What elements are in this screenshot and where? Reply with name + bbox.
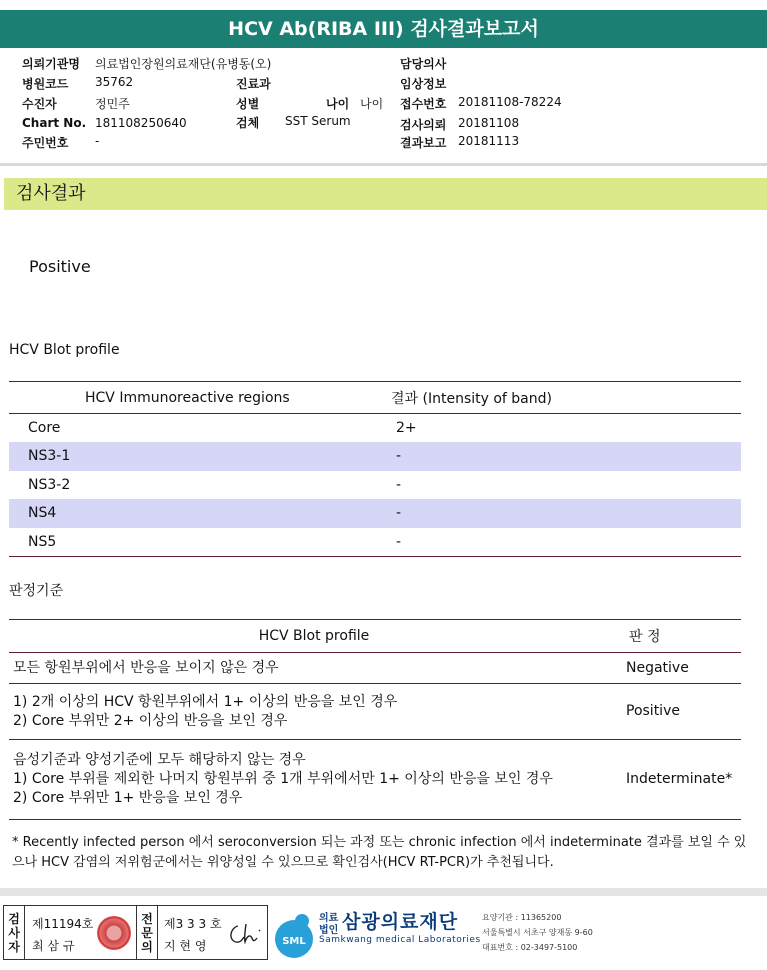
- table-row: [9, 414, 741, 443]
- hospital-code-value: 35762: [95, 75, 134, 89]
- divider: [0, 888, 767, 896]
- criteria-title: 판정기준: [9, 583, 64, 599]
- receipt-no-label: 접수번호: [400, 97, 447, 111]
- patient-label: 수진자: [22, 97, 57, 111]
- specialist-license-no: 제3 3 3 호: [164, 917, 222, 931]
- official-seal: [97, 916, 131, 950]
- institution-label: 의뢰기관명: [22, 57, 80, 71]
- logo-corp-label: 의료 법인: [319, 913, 339, 936]
- report-title: HCV Ab(RIBA III) 검사결과보고서: [0, 10, 767, 48]
- result-cell: 2+: [396, 420, 417, 436]
- table-row: [9, 471, 741, 500]
- resident-no-label: 주민번호: [22, 136, 69, 150]
- footnote: * Recently infected person 에서 seroconversion 되는 과정 또는 chronic infection 에서 indeterminate 결과를 보일 수 있으나 HCV 감염의 저위험군에서는 위양성일 수 있으므로 확인검사(HCV RT-PCR)가 추천됩니다.: [12, 835, 747, 870]
- svg-text:SML: SML: [282, 936, 306, 947]
- company-contact: [482, 910, 593, 955]
- criteria-table: [9, 619, 741, 820]
- sex-label: 성별: [236, 97, 260, 111]
- blot-profile-title: HCV Blot profile: [9, 342, 120, 358]
- criteria-line: 2) Core 부위만 2+ 이상의 반응을 보인 경우: [13, 712, 288, 729]
- age-label: 나이: [326, 97, 350, 111]
- criteria-line: 1) Core 부위를 제외한 나머지 항원부위 중 1개 부위에서만 1+ 이상의 반응을 보인 경우: [13, 771, 553, 787]
- criteria-line: 음성기준과 양성기준에 모두 해당하지 않는 경우: [13, 752, 306, 768]
- doctor-label: 담당의사: [400, 57, 447, 71]
- chart-no-label: Chart No.: [22, 116, 87, 130]
- request-date-value: 20181108: [458, 116, 520, 130]
- criteria-cell: [9, 684, 619, 740]
- result-cell: -: [391, 499, 741, 528]
- column-header: 결과 (Intensity of band): [391, 382, 741, 414]
- specialist-name: 지 현 영: [164, 939, 207, 953]
- criteria-line: 모든 항원부위에서 반응을 보이지 않은 경우: [13, 659, 279, 676]
- company-phone: 대표번호 : 02-3497-5100: [482, 943, 578, 952]
- signature-box: [3, 905, 268, 960]
- table-row: [9, 442, 741, 471]
- company-english-name: Samkwang medical Laboratories: [319, 935, 481, 945]
- result-cell: -: [391, 442, 741, 471]
- receipt-no-value: 20181108-78224: [458, 95, 562, 109]
- specimen-value: SST Serum: [285, 114, 351, 128]
- criteria-line: 1) 2개 이상의 HCV 항원부위에서 1+ 이상의 반응을 보인 경우: [13, 693, 398, 710]
- judgement-cell: Indeterminate*: [619, 740, 741, 820]
- criteria-cell: [9, 740, 619, 820]
- company-name: 삼광의료재단: [342, 911, 459, 933]
- chart-no-value: 181108250640: [95, 116, 187, 130]
- table-row: [9, 684, 741, 740]
- resident-no-value: -: [95, 134, 100, 148]
- judgement-cell: Positive: [619, 684, 741, 740]
- section-title: 검사결과: [4, 178, 767, 210]
- table-header-row: [9, 620, 741, 653]
- column-header: HCV Blot profile: [9, 620, 619, 653]
- tester-name: 최 삼 규: [32, 939, 75, 953]
- table-row: [9, 499, 741, 528]
- patient-info: [0, 55, 767, 163]
- region-cell: NS5: [9, 528, 391, 557]
- table-row: [9, 740, 741, 820]
- region-cell: Core: [28, 420, 61, 436]
- table-row: [9, 528, 741, 557]
- region-cell: NS3-1: [9, 442, 391, 471]
- divider: [0, 163, 767, 166]
- age-value: 나이: [360, 97, 384, 111]
- specialist-label: 전 문 의: [141, 911, 153, 954]
- hospital-code-label: 병원코드: [22, 77, 69, 91]
- result-cell: -: [396, 476, 402, 493]
- company-address: 서울특별시 서초구 양재동 9-60: [482, 928, 593, 937]
- criteria-line: 2) Core 부위만 1+ 반응을 보인 경우: [13, 790, 243, 806]
- column-header: 판 정: [619, 620, 741, 653]
- sml-logo-icon: [272, 909, 316, 959]
- report-date-value: 20181113: [458, 134, 520, 148]
- report-date-label: 결과보고: [400, 136, 447, 150]
- clinical-info-label: 임상정보: [400, 77, 447, 91]
- care-institution-no: 요양기관 : 11365200: [482, 913, 562, 922]
- test-result: Positive: [29, 257, 91, 276]
- column-header: HCV Immunoreactive regions: [9, 382, 391, 414]
- request-date-label: 검사의뢰: [400, 118, 447, 132]
- result-cell: -: [391, 528, 741, 557]
- tester-license-no: 제11194호: [32, 917, 94, 931]
- region-cell: NS4: [9, 499, 391, 528]
- specimen-label: 검체: [236, 116, 260, 130]
- tester-label: 검 사 자: [8, 911, 20, 954]
- company-logo: [272, 907, 762, 963]
- blot-profile-table: [9, 381, 741, 557]
- criteria-cell: [9, 653, 619, 684]
- department-label: 진료과: [236, 77, 271, 91]
- institution-value: 의료법인장원의료재단(유병동(오): [95, 57, 272, 71]
- patient-value: 정민주: [95, 97, 130, 111]
- table-row: [9, 653, 741, 684]
- region-cell: NS3-2: [28, 476, 71, 493]
- judgement-cell: Negative: [619, 653, 741, 684]
- table-header-row: [9, 382, 741, 414]
- handwritten-signature: [226, 920, 262, 948]
